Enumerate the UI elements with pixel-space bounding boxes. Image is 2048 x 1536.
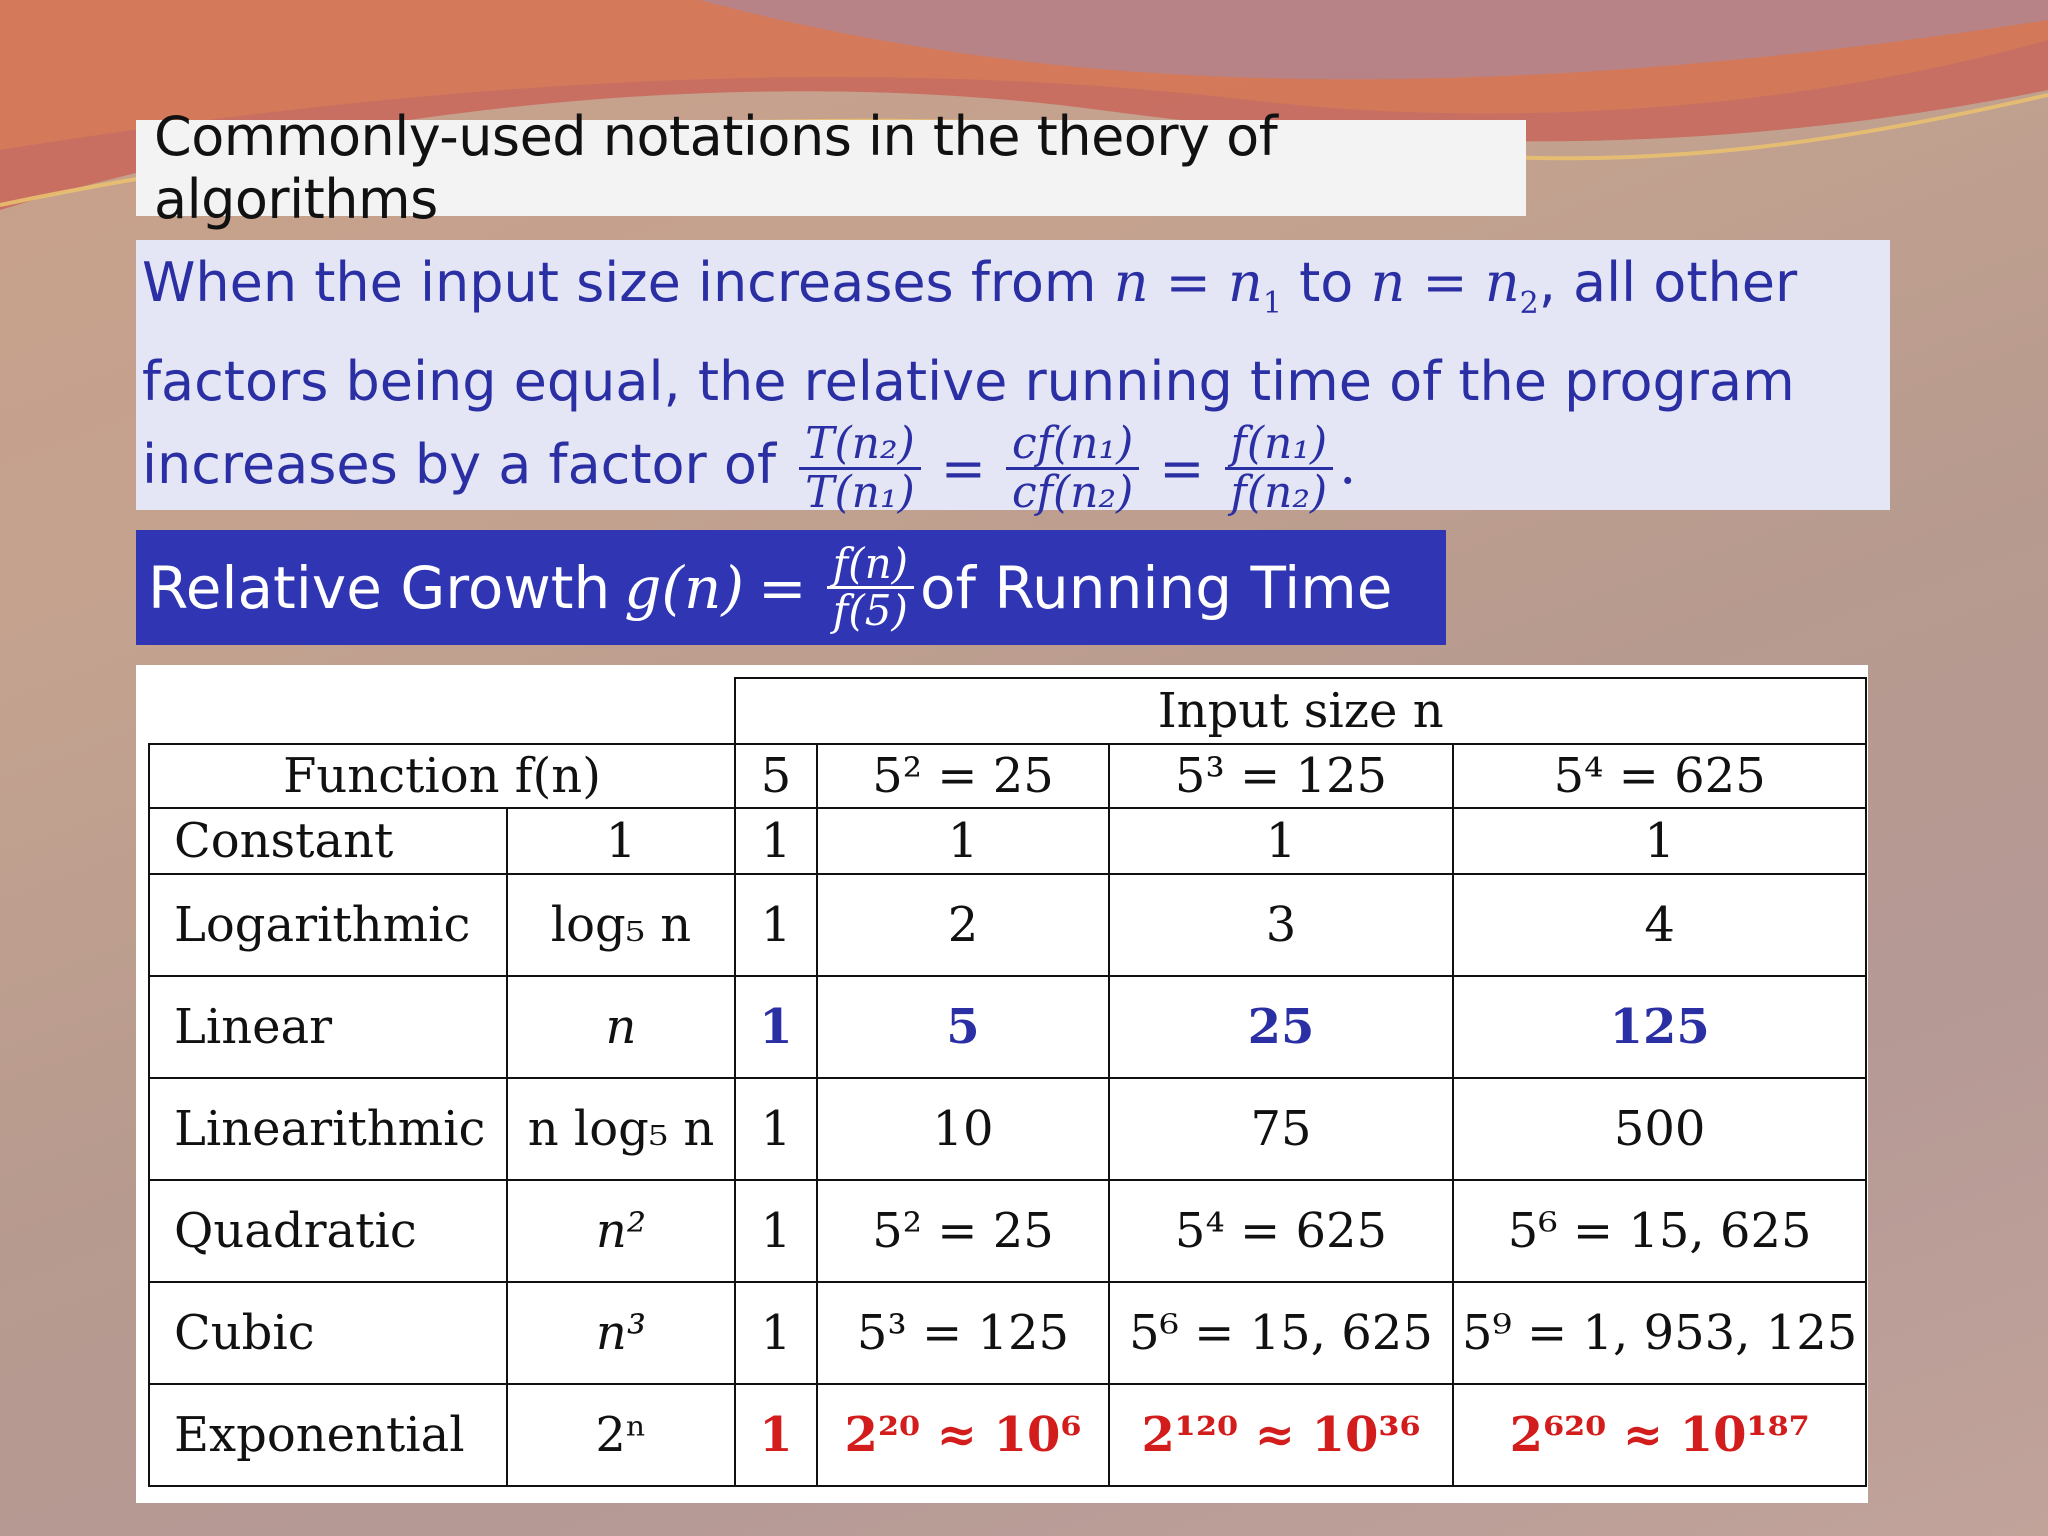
table-row [149, 1078, 1866, 1180]
row-value: 5⁶ = 15, 625 [1453, 1180, 1866, 1282]
growth-table [148, 677, 1867, 1487]
banner-fraction [827, 539, 914, 635]
ratio-fraction-2 [1006, 418, 1139, 518]
row-value: 1 [735, 1078, 817, 1180]
row-value: 1 [735, 1282, 817, 1384]
equals-sign: = [1159, 436, 1205, 500]
row-name: Logarithmic [149, 874, 507, 976]
row-function: 2ⁿ [507, 1384, 735, 1486]
row-value: 1 [735, 1384, 817, 1486]
row-name: Cubic [149, 1282, 507, 1384]
intro-text: , all other [1538, 251, 1798, 314]
relative-growth-banner [136, 530, 1446, 645]
row-name: Constant [149, 808, 507, 874]
row-function: 1 [507, 808, 735, 874]
row-value: 500 [1453, 1078, 1866, 1180]
intro-line-1 [142, 244, 1886, 343]
row-value: 5³ = 125 [817, 1282, 1109, 1384]
table-row [149, 808, 1866, 874]
row-value: 2⁶²⁰ ≈ 10¹⁸⁷ [1453, 1384, 1866, 1486]
intro-math-sub: 2 [1519, 286, 1539, 321]
row-function: n² [507, 1180, 735, 1282]
size-cell: 5³ = 125 [1109, 744, 1453, 808]
row-value: 25 [1109, 976, 1453, 1078]
row-function: log₅ n [507, 874, 735, 976]
fraction-denominator: cf(n₂) [1012, 467, 1134, 518]
equals-sign: = [940, 436, 987, 500]
row-value: 1 [1109, 808, 1453, 874]
intro-line-3 [142, 418, 1886, 518]
row-value: 1 [735, 1180, 817, 1282]
fraction-numerator: T(n₂) [799, 421, 921, 470]
table-row [149, 976, 1866, 1078]
row-name: Quadratic [149, 1180, 507, 1282]
row-function: n³ [507, 1282, 735, 1384]
period: . [1339, 433, 1357, 497]
row-name: Linearithmic [149, 1078, 507, 1180]
row-function: n [507, 976, 735, 1078]
row-name: Linear [149, 976, 507, 1078]
table-row [149, 874, 1866, 976]
fraction-numerator: cf(n₁) [1006, 421, 1139, 470]
intro-text: When the input size increases from [142, 251, 1114, 314]
row-value: 5⁶ = 15, 625 [1109, 1282, 1453, 1384]
fraction-denominator: f(n₂) [1230, 467, 1328, 518]
intro-math: n = n [1113, 251, 1263, 314]
row-value: 125 [1453, 976, 1866, 1078]
row-value: 1 [1453, 808, 1866, 874]
intro-paragraph [136, 240, 1890, 518]
size-cell: 5 [735, 744, 817, 808]
row-value: 3 [1109, 874, 1453, 976]
row-function: n log₅ n [507, 1078, 735, 1180]
slide-title: Commonly-used notations in the theory of algorithms [136, 120, 1526, 216]
header-row-sizes [149, 744, 1866, 808]
banner-suffix: of Running Time [920, 553, 1393, 622]
header-input-size: Input size n [735, 678, 1866, 744]
header-row-input [149, 678, 1866, 744]
row-value: 2¹²⁰ ≈ 10³⁶ [1109, 1384, 1453, 1486]
row-value: 1 [735, 976, 817, 1078]
row-value: 5 [817, 976, 1109, 1078]
intro-text: increases by a factor of [142, 433, 794, 497]
table-row [149, 1384, 1866, 1486]
intro-line-2: factors being equal, the relative running time of the program [142, 350, 1795, 413]
row-value: 1 [735, 808, 817, 874]
fraction-numerator: f(n) [827, 542, 914, 589]
equals-sign: = [758, 553, 807, 622]
size-cell: 5⁴ = 625 [1453, 744, 1866, 808]
banner-prefix: Relative Growth [148, 553, 611, 622]
size-cell: 5² = 25 [817, 744, 1109, 808]
row-value: 10 [817, 1078, 1109, 1180]
intro-text: to [1281, 251, 1371, 314]
row-value: 75 [1109, 1078, 1453, 1180]
banner-g-of-n: g(n) [624, 553, 745, 622]
fraction-numerator: f(n₁) [1225, 421, 1334, 470]
row-value: 5⁹ = 1, 953, 125 [1453, 1282, 1866, 1384]
row-value: 1 [735, 874, 817, 976]
intro-math: n = n [1370, 251, 1520, 314]
header-function: Function f(n) [149, 744, 735, 808]
table-row [149, 1180, 1866, 1282]
row-value: 5² = 25 [817, 1180, 1109, 1282]
row-value: 2²⁰ ≈ 10⁶ [817, 1384, 1109, 1486]
fraction-denominator: T(n₁) [805, 467, 915, 518]
growth-table-container [136, 665, 1868, 1503]
table-row [149, 1282, 1866, 1384]
ratio-fraction-1 [799, 418, 921, 518]
row-name: Exponential [149, 1384, 507, 1486]
row-value: 2 [817, 874, 1109, 976]
row-value: 4 [1453, 874, 1866, 976]
fraction-denominator: f(5) [832, 586, 908, 635]
header-blank-cell [149, 678, 735, 744]
intro-math-sub: 1 [1262, 286, 1282, 321]
row-value: 5⁴ = 625 [1109, 1180, 1453, 1282]
ratio-fraction-3 [1225, 418, 1334, 518]
row-value: 1 [817, 808, 1109, 874]
